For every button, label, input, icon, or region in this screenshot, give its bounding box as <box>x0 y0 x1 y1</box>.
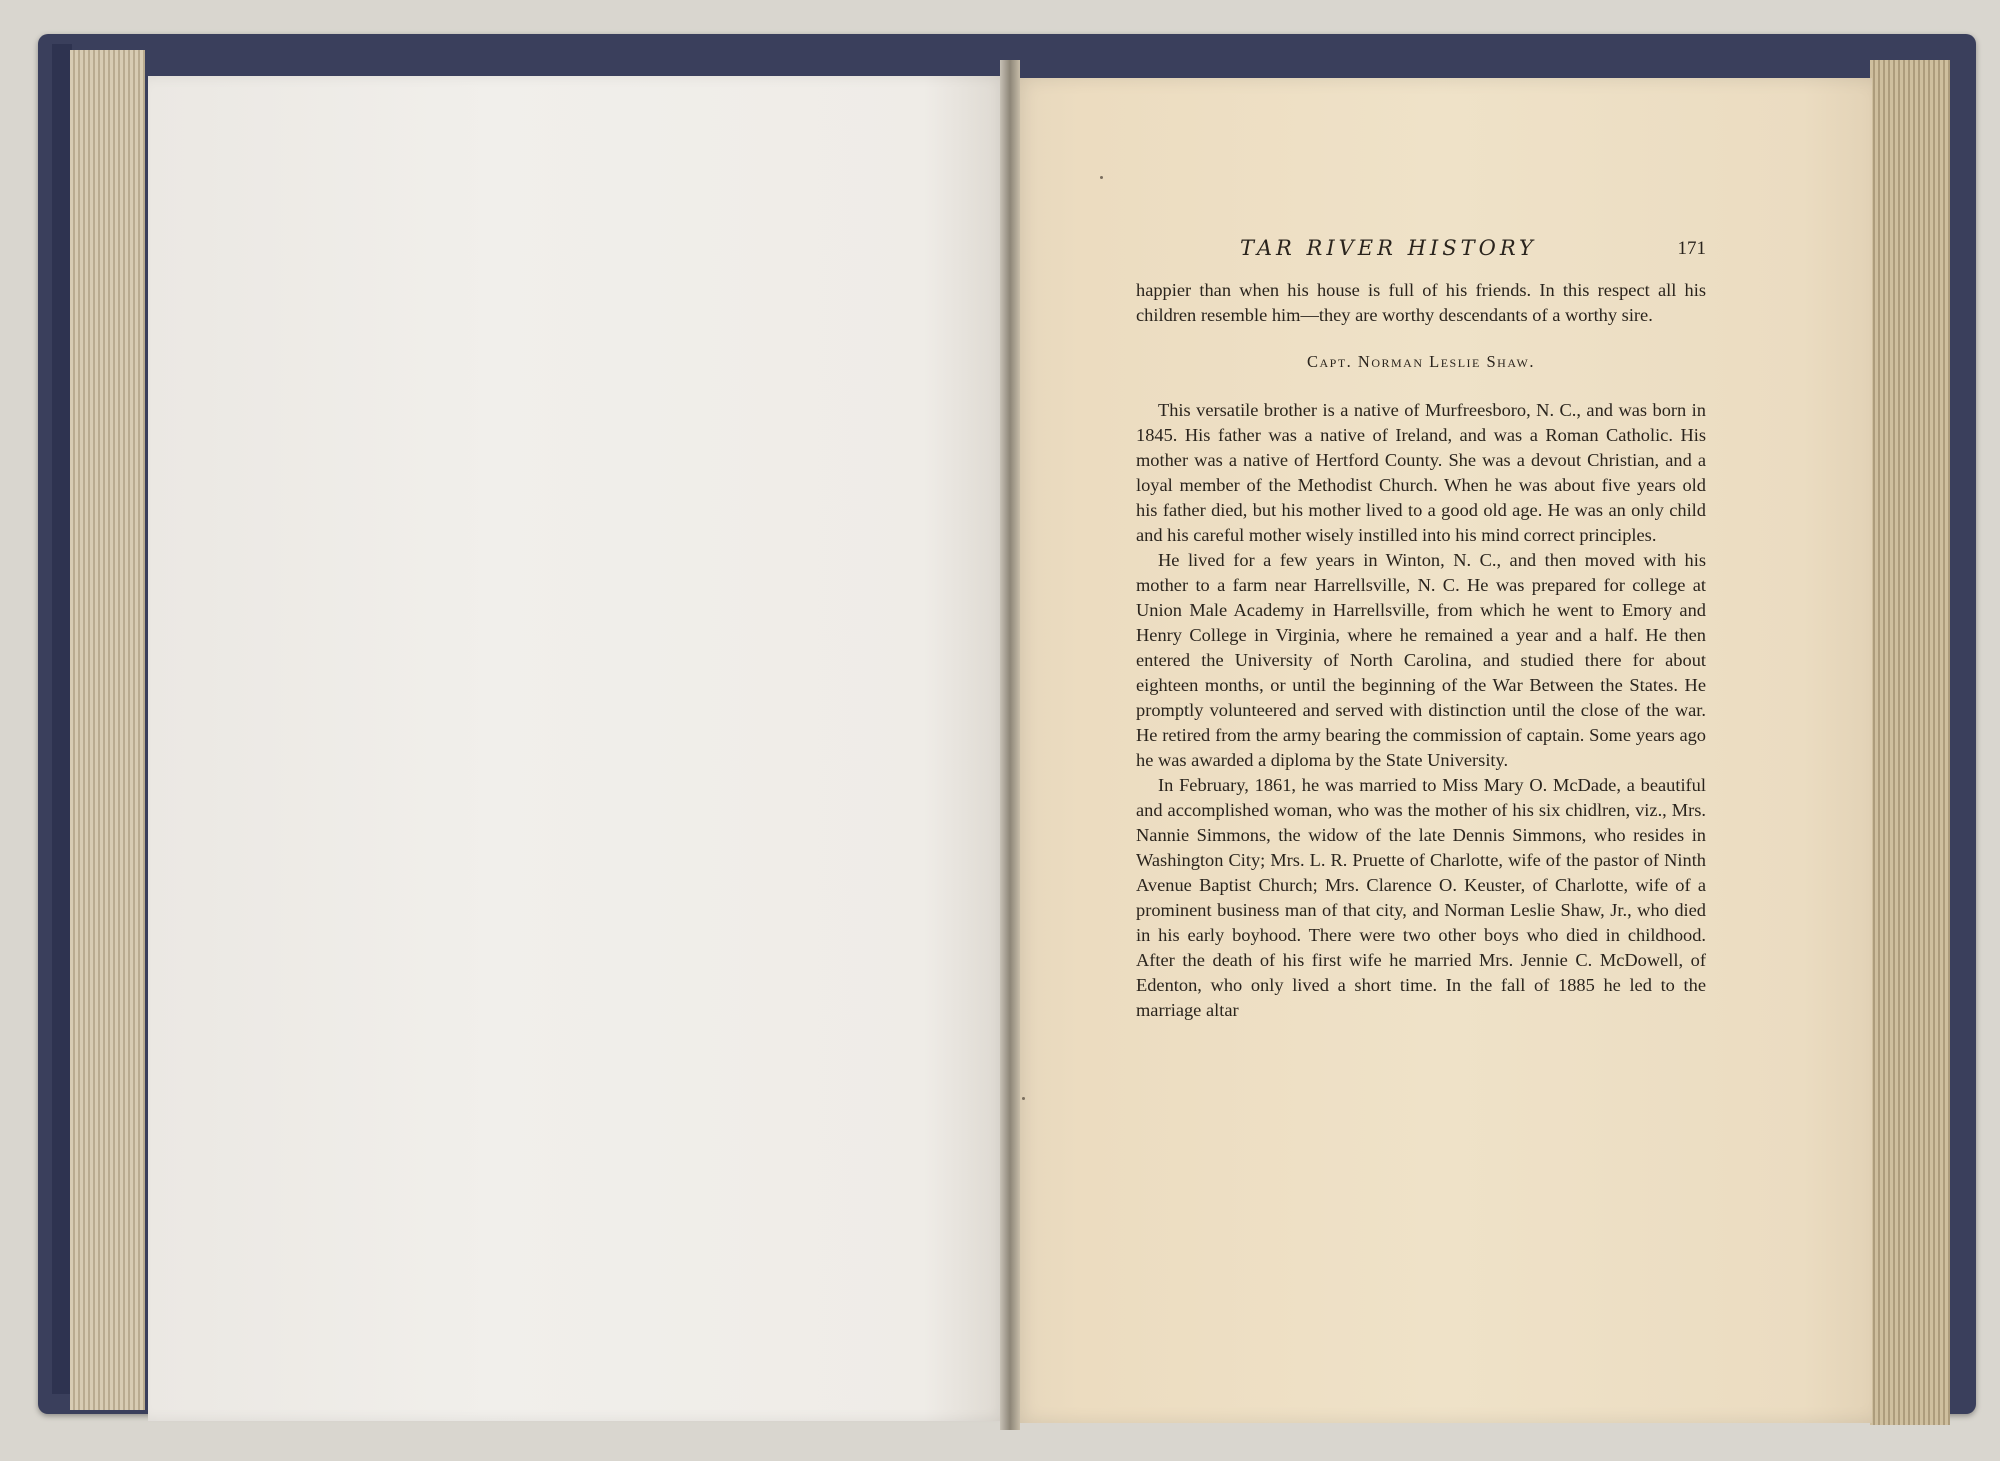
book-gutter <box>1000 60 1020 1430</box>
running-title: TAR RIVER HISTORY <box>1240 236 1537 260</box>
body-paragraph: This versatile brother is a native of Murfreesboro, N. C., and was born in 1845. His father was a native of Ireland, and was a Roman Catholic. His mother was a native of Hertford County. She was a devout Christian, and a loyal member of the Methodist Church. When he was about five years old his father died, but his mother lived to a good old age. He was an only child and his careful mother wisely instilled into his mind correct principles. <box>1136 400 1706 545</box>
book-spine-edge <box>52 44 72 1394</box>
body-paragraph: In February, 1861, he was married to Miss Mary O. McDade, a beautiful and accomplished woman, who was the mother of his six chidlren, viz., Mrs. Nannie Simmons, the widow of the late Dennis Simmons, who resides in Washington City; Mrs. L. R. Pruette of Charlotte, wife of the pastor of Ninth Avenue Baptist Church; Mrs. Clarence O. Keuster, of Charlotte, wife of a prominent business man of that city, and Norman Leslie Shaw, Jr., who died in his early boyhood. There were two other boys who died in childhood. After the death of his first wife he married Mrs. Jennie C. McDowell, of Edenton, who only lived a short time. In the fall of 1885 he led to the marriage altar <box>1136 775 1706 1020</box>
section-heading: Capt. Norman Leslie Shaw. <box>1306 352 1535 371</box>
opening-paragraph: happier than when his house is full of his friends. In this respect all his children resemble him—they are worthy descendants of a worthy sire. <box>1136 280 1706 325</box>
body-paragraph: He lived for a few years in Winton, N. C., and then moved with his mother to a farm near Harrellsville, N. C. He was prepared for college at Union Male Academy in Harrellsville, from which he went to Emory and Henry College in Virginia, where he remained a year and a half. He then entered the University of North Carolina, and studied there for about eighteen months, or until the beginning of the War Between the States. He promptly volunteered and served with distinction until the close of the war. He retired from the army bearing the commission of captain. Some years ago he was awarded a diploma by the State University. <box>1136 550 1706 770</box>
paper-speck <box>1022 1097 1025 1100</box>
left-page-edges <box>70 50 145 1410</box>
right-page-edges <box>1870 60 1950 1425</box>
running-head <box>1136 236 1706 266</box>
page-number: 171 <box>1677 238 1706 259</box>
paper-speck <box>1100 176 1103 179</box>
left-page-blank <box>148 76 1010 1421</box>
page-text-block <box>1136 236 1706 1023</box>
